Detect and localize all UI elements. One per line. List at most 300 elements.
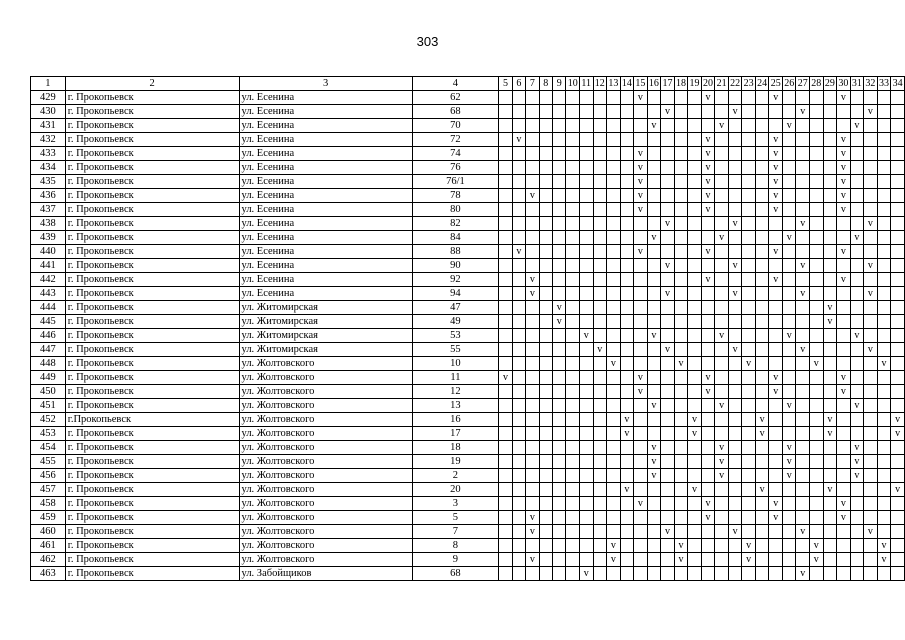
mark-cell: v [701, 161, 715, 175]
empty-cell [891, 385, 905, 399]
empty-cell [539, 119, 552, 133]
empty-cell [701, 539, 715, 553]
empty-cell [566, 427, 580, 441]
empty-cell [647, 539, 661, 553]
mark-cell: v [769, 203, 783, 217]
mark-cell: v [742, 553, 756, 567]
mark-cell: v [769, 189, 783, 203]
empty-cell [742, 133, 756, 147]
empty-cell [539, 329, 552, 343]
empty-cell [553, 91, 566, 105]
empty-cell [674, 511, 688, 525]
empty-cell [877, 301, 891, 315]
empty-cell [634, 133, 648, 147]
empty-cell [891, 511, 905, 525]
empty-cell [499, 161, 512, 175]
empty-cell [837, 259, 851, 273]
empty-cell [512, 357, 525, 371]
empty-cell [796, 455, 810, 469]
empty-cell [499, 287, 512, 301]
empty-cell [620, 245, 634, 259]
empty-cell [755, 497, 769, 511]
empty-cell [755, 455, 769, 469]
empty-cell [526, 105, 539, 119]
empty-cell [607, 399, 621, 413]
empty-cell [755, 441, 769, 455]
empty-cell [512, 455, 525, 469]
empty-cell [512, 553, 525, 567]
empty-cell [593, 413, 607, 427]
empty-cell [742, 147, 756, 161]
empty-cell [782, 105, 796, 119]
empty-cell [877, 413, 891, 427]
empty-cell [864, 385, 878, 399]
empty-cell [566, 315, 580, 329]
mark-cell: v [891, 413, 905, 427]
empty-cell [688, 511, 702, 525]
mark-cell: v [769, 273, 783, 287]
empty-cell [688, 231, 702, 245]
empty-cell [579, 245, 593, 259]
empty-cell [620, 301, 634, 315]
table-row [31, 343, 905, 357]
header-cell: 31 [851, 78, 862, 89]
empty-cell [674, 315, 688, 329]
empty-cell [823, 231, 837, 245]
empty-cell [661, 469, 675, 483]
empty-cell [810, 385, 824, 399]
empty-cell [539, 371, 552, 385]
empty-cell [715, 133, 729, 147]
empty-cell [620, 259, 634, 273]
empty-cell [715, 567, 729, 581]
empty-cell [769, 315, 783, 329]
mark-cell: v [661, 105, 675, 119]
empty-cell [877, 245, 891, 259]
empty-cell [823, 441, 837, 455]
empty-cell [512, 119, 525, 133]
empty-cell [647, 203, 661, 217]
mark-cell: v [850, 399, 864, 413]
empty-cell [512, 315, 525, 329]
empty-cell [566, 371, 580, 385]
empty-cell [864, 91, 878, 105]
empty-cell [864, 413, 878, 427]
empty-cell [526, 357, 539, 371]
street-cell: ул. Жолтовского [239, 399, 412, 413]
empty-cell [864, 567, 878, 581]
mark-cell: v [634, 371, 648, 385]
empty-cell [539, 189, 552, 203]
empty-cell [823, 175, 837, 189]
empty-cell [715, 315, 729, 329]
street-cell: ул. Жолтовского [239, 441, 412, 455]
empty-cell [593, 371, 607, 385]
empty-cell [526, 245, 539, 259]
empty-cell [593, 539, 607, 553]
empty-cell [810, 231, 824, 245]
mark-cell: v [877, 553, 891, 567]
street-cell: ул. Житомирская [239, 329, 412, 343]
row-number-cell: 438 [31, 217, 66, 231]
mark-cell: v [837, 203, 851, 217]
empty-cell [728, 273, 742, 287]
city-cell: г. Прокопьевск [65, 203, 239, 217]
mark-cell: v [661, 259, 675, 273]
empty-cell [715, 371, 729, 385]
empty-cell [539, 231, 552, 245]
empty-cell [499, 455, 512, 469]
empty-cell [796, 357, 810, 371]
header-cell: 26 [784, 78, 795, 89]
empty-cell [715, 105, 729, 119]
header-cell: 3 [239, 77, 412, 91]
table-row [31, 329, 905, 343]
empty-cell [796, 91, 810, 105]
empty-cell [499, 567, 512, 581]
city-cell: г. Прокопьевск [65, 511, 239, 525]
table-row [31, 469, 905, 483]
empty-cell [796, 399, 810, 413]
city-cell: г. Прокопьевск [65, 273, 239, 287]
empty-cell [810, 483, 824, 497]
header-cell: 19 [689, 78, 700, 89]
empty-cell [769, 525, 783, 539]
row-number-cell: 446 [31, 329, 66, 343]
empty-cell [877, 119, 891, 133]
mark-cell: v [620, 483, 634, 497]
empty-cell [891, 147, 905, 161]
empty-cell [593, 525, 607, 539]
city-cell: г. Прокопьевск [65, 175, 239, 189]
empty-cell [553, 497, 566, 511]
empty-cell [607, 511, 621, 525]
empty-cell [579, 497, 593, 511]
empty-cell [877, 441, 891, 455]
empty-cell [742, 497, 756, 511]
empty-cell [782, 357, 796, 371]
empty-cell [837, 469, 851, 483]
empty-cell [850, 133, 864, 147]
empty-cell [539, 301, 552, 315]
table-row [31, 119, 905, 133]
house-cell: 70 [412, 119, 499, 133]
empty-cell [593, 161, 607, 175]
empty-cell [688, 217, 702, 231]
empty-cell [742, 483, 756, 497]
empty-cell [579, 553, 593, 567]
empty-cell [877, 315, 891, 329]
mark-cell: v [796, 105, 810, 119]
empty-cell [526, 385, 539, 399]
empty-cell [526, 413, 539, 427]
empty-cell [742, 371, 756, 385]
empty-cell [526, 259, 539, 273]
empty-cell [877, 203, 891, 217]
empty-cell [782, 147, 796, 161]
empty-cell [579, 343, 593, 357]
empty-cell [499, 441, 512, 455]
address-table [30, 76, 905, 581]
house-cell: 84 [412, 231, 499, 245]
empty-cell [755, 525, 769, 539]
empty-cell [864, 539, 878, 553]
street-cell: ул. Жолтовского [239, 385, 412, 399]
empty-cell [715, 273, 729, 287]
empty-cell [593, 301, 607, 315]
empty-cell [512, 525, 525, 539]
empty-cell [782, 525, 796, 539]
empty-cell [593, 455, 607, 469]
empty-cell [579, 511, 593, 525]
empty-cell [553, 483, 566, 497]
empty-cell [674, 441, 688, 455]
empty-cell [620, 105, 634, 119]
empty-cell [755, 245, 769, 259]
mark-cell: v [837, 245, 851, 259]
mark-cell: v [810, 539, 824, 553]
empty-cell [499, 399, 512, 413]
empty-cell [850, 189, 864, 203]
empty-cell [891, 245, 905, 259]
empty-cell [620, 119, 634, 133]
empty-cell [661, 441, 675, 455]
mark-cell: v [593, 343, 607, 357]
empty-cell [823, 161, 837, 175]
empty-cell [742, 91, 756, 105]
empty-cell [796, 413, 810, 427]
empty-cell [526, 343, 539, 357]
empty-cell [688, 455, 702, 469]
empty-cell [634, 483, 648, 497]
header-cell: 15 [635, 78, 646, 89]
empty-cell [566, 385, 580, 399]
empty-cell [579, 385, 593, 399]
empty-cell [823, 91, 837, 105]
empty-cell [742, 413, 756, 427]
house-cell: 9 [412, 553, 499, 567]
empty-cell [823, 119, 837, 133]
empty-cell [877, 455, 891, 469]
empty-cell [769, 301, 783, 315]
empty-cell [701, 301, 715, 315]
mark-cell: v [742, 357, 756, 371]
empty-cell [674, 203, 688, 217]
empty-cell [661, 175, 675, 189]
table-row [31, 357, 905, 371]
city-cell: г. Прокопьевск [65, 91, 239, 105]
empty-cell [674, 427, 688, 441]
empty-cell [499, 217, 512, 231]
empty-cell [620, 357, 634, 371]
empty-cell [782, 203, 796, 217]
city-cell: г. Прокопьевск [65, 259, 239, 273]
empty-cell [810, 161, 824, 175]
empty-cell [688, 497, 702, 511]
empty-cell [755, 231, 769, 245]
empty-cell [796, 511, 810, 525]
empty-cell [553, 119, 566, 133]
empty-cell [782, 539, 796, 553]
empty-cell [674, 483, 688, 497]
mark-cell: v [715, 469, 729, 483]
empty-cell [512, 287, 525, 301]
empty-cell [728, 413, 742, 427]
mark-cell: v [850, 455, 864, 469]
empty-cell [499, 203, 512, 217]
empty-cell [728, 189, 742, 203]
empty-cell [728, 245, 742, 259]
street-cell: ул. Есенина [239, 203, 412, 217]
empty-cell [620, 189, 634, 203]
mark-cell: v [715, 441, 729, 455]
header-cell: 12 [594, 78, 605, 89]
empty-cell [810, 175, 824, 189]
empty-cell [728, 119, 742, 133]
empty-cell [755, 119, 769, 133]
house-cell: 17 [412, 427, 499, 441]
empty-cell [864, 161, 878, 175]
empty-cell [579, 315, 593, 329]
empty-cell [715, 497, 729, 511]
empty-cell [782, 497, 796, 511]
empty-cell [512, 343, 525, 357]
empty-cell [864, 189, 878, 203]
empty-cell [593, 189, 607, 203]
mark-cell: v [728, 259, 742, 273]
table-row [31, 539, 905, 553]
empty-cell [728, 427, 742, 441]
empty-cell [499, 553, 512, 567]
empty-cell [728, 567, 742, 581]
empty-cell [553, 189, 566, 203]
empty-cell [796, 371, 810, 385]
row-number-cell: 430 [31, 105, 66, 119]
empty-cell [674, 217, 688, 231]
house-cell: 76/1 [412, 175, 499, 189]
empty-cell [566, 357, 580, 371]
empty-cell [647, 511, 661, 525]
empty-cell [674, 147, 688, 161]
header-cell: 16 [648, 78, 659, 89]
empty-cell [593, 175, 607, 189]
mark-cell: v [769, 385, 783, 399]
empty-cell [499, 357, 512, 371]
street-cell: ул. Есенина [239, 161, 412, 175]
empty-cell [742, 273, 756, 287]
empty-cell [728, 385, 742, 399]
mark-cell: v [782, 455, 796, 469]
mark-cell: v [769, 147, 783, 161]
empty-cell [850, 497, 864, 511]
house-cell: 49 [412, 315, 499, 329]
header-cell: 9 [553, 77, 566, 91]
empty-cell [634, 343, 648, 357]
table-row [31, 189, 905, 203]
empty-cell [512, 175, 525, 189]
header-cell: 8 [539, 77, 552, 91]
mark-cell: v [526, 273, 539, 287]
street-cell: ул. Житомирская [239, 315, 412, 329]
empty-cell [701, 343, 715, 357]
empty-cell [688, 357, 702, 371]
empty-cell [620, 441, 634, 455]
empty-cell [782, 273, 796, 287]
empty-cell [620, 343, 634, 357]
mark-cell: v [701, 175, 715, 189]
empty-cell [620, 455, 634, 469]
empty-cell [782, 217, 796, 231]
empty-cell [607, 455, 621, 469]
empty-cell [810, 105, 824, 119]
empty-cell [769, 539, 783, 553]
empty-cell [539, 343, 552, 357]
empty-cell [512, 161, 525, 175]
mark-cell: v [715, 399, 729, 413]
empty-cell [647, 413, 661, 427]
empty-cell [688, 133, 702, 147]
empty-cell [891, 161, 905, 175]
empty-cell [782, 287, 796, 301]
empty-cell [715, 343, 729, 357]
empty-cell [634, 427, 648, 441]
mark-cell: v [701, 497, 715, 511]
empty-cell [715, 553, 729, 567]
empty-cell [877, 483, 891, 497]
empty-cell [850, 175, 864, 189]
empty-cell [823, 357, 837, 371]
mark-cell: v [715, 119, 729, 133]
empty-cell [647, 161, 661, 175]
empty-cell [864, 553, 878, 567]
mark-cell: v [837, 511, 851, 525]
empty-cell [674, 189, 688, 203]
empty-cell [553, 203, 566, 217]
mark-cell: v [837, 175, 851, 189]
mark-cell: v [877, 539, 891, 553]
empty-cell [810, 217, 824, 231]
empty-cell [715, 287, 729, 301]
empty-cell [539, 259, 552, 273]
empty-cell [742, 189, 756, 203]
empty-cell [688, 287, 702, 301]
city-cell: г. Прокопьевск [65, 483, 239, 497]
empty-cell [701, 399, 715, 413]
empty-cell [715, 483, 729, 497]
street-cell: ул. Жолтовского [239, 525, 412, 539]
empty-cell [674, 91, 688, 105]
empty-cell [891, 273, 905, 287]
empty-cell [539, 385, 552, 399]
mark-cell: v [526, 287, 539, 301]
mark-cell: v [634, 203, 648, 217]
header-cell: 10 [567, 78, 578, 89]
empty-cell [620, 469, 634, 483]
empty-cell [701, 329, 715, 343]
mark-cell: v [823, 413, 837, 427]
empty-cell [688, 385, 702, 399]
empty-cell [593, 105, 607, 119]
house-cell: 2 [412, 469, 499, 483]
table-row [31, 147, 905, 161]
empty-cell [688, 203, 702, 217]
empty-cell [728, 315, 742, 329]
table-row [31, 315, 905, 329]
empty-cell [553, 329, 566, 343]
mark-cell: v [769, 245, 783, 259]
house-cell: 16 [412, 413, 499, 427]
empty-cell [891, 189, 905, 203]
